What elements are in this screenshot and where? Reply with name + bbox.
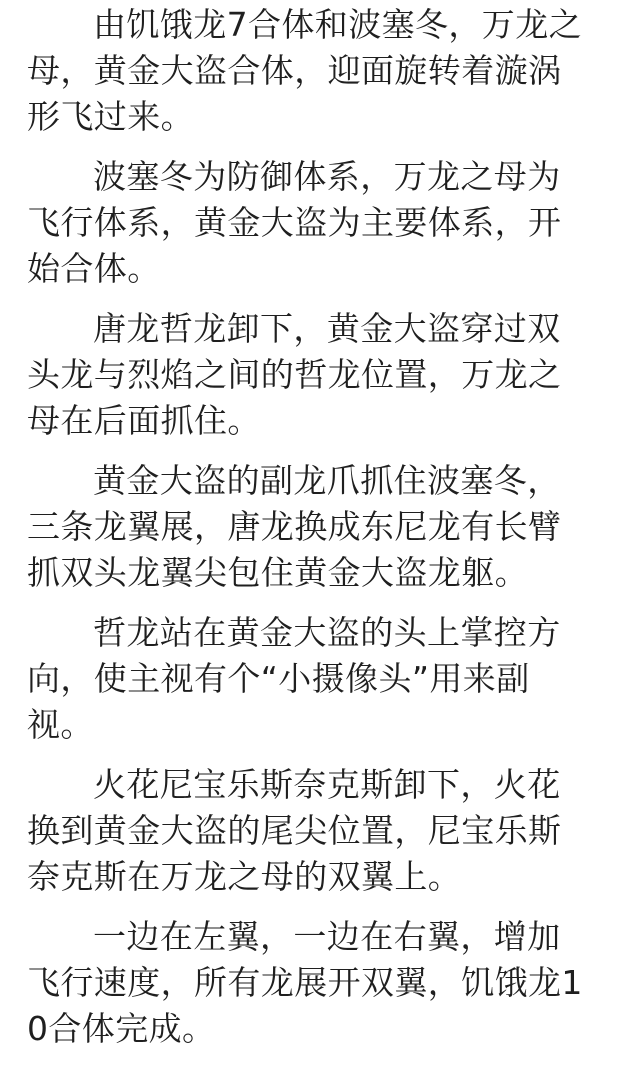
paragraph: 一边在左翼，一边在右翼，增加飞行速度，所有龙展开双翼，饥饿龙10合体完成。: [27, 917, 583, 1048]
paragraph: 哲龙站在黄金大盗的头上掌控方向，使主视有个“小摄像头”用来副视。: [27, 613, 561, 744]
article-body: [27, 2, 593, 1066]
paragraph: 黄金大盗的副龙爪抓住波塞冬，三条龙翼展，唐龙换成东尼龙有长臂抓双头龙翼尖包住黄金大盗龙躯。: [27, 461, 562, 592]
paragraph: 波塞冬为防御体系，万龙之母为飞行体系，黄金大盗为主要体系，开始合体。: [27, 157, 562, 288]
paragraph: 火花尼宝乐斯奈克斯卸下，火花换到黄金大盗的尾尖位置，尼宝乐斯奈克斯在万龙之母的双翼上。: [27, 765, 562, 896]
paragraph: 唐龙哲龙卸下，黄金大盗穿过双头龙与烈焰之间的哲龙位置，万龙之母在后面抓住。: [27, 309, 562, 440]
paragraph: 由饥饿龙7合体和波塞冬，万龙之母，黄金大盗合体，迎面旋转着漩涡形飞过来。: [27, 5, 582, 136]
